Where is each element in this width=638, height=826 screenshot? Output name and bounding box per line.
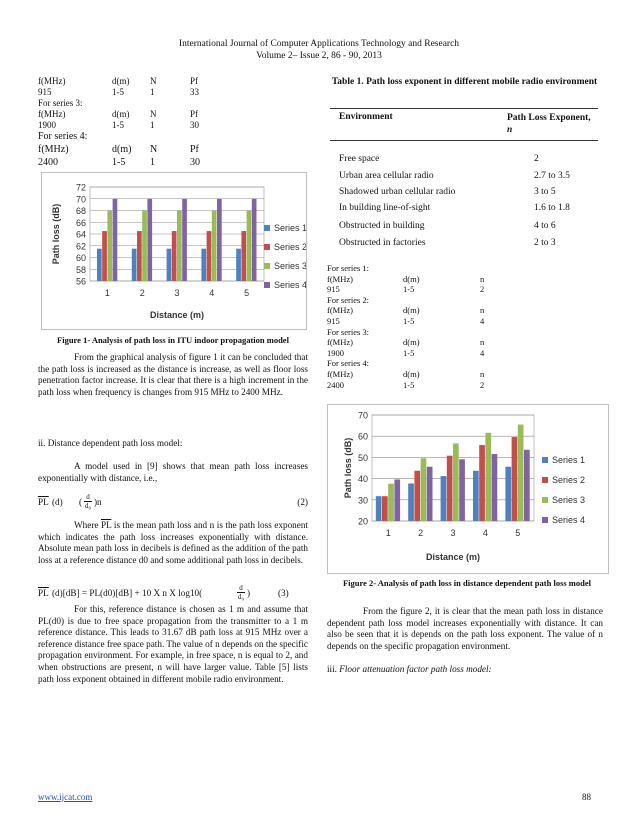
eq2-number: (2) xyxy=(297,497,308,507)
bar xyxy=(147,199,152,281)
x-tick-label: 3 xyxy=(174,288,180,298)
bar xyxy=(252,199,257,281)
param-cell: 1-5 xyxy=(403,379,415,390)
bar xyxy=(512,437,518,521)
bar xyxy=(485,433,491,521)
bar xyxy=(382,496,388,521)
param-cell: 1900 xyxy=(327,347,344,358)
legend-swatch xyxy=(264,263,270,269)
param-cell: 1-5 xyxy=(403,347,415,358)
param-cell: f(MHz) xyxy=(327,273,353,284)
table-top-rule xyxy=(330,108,598,109)
page-number: 88 xyxy=(582,792,591,802)
bar xyxy=(132,249,137,281)
param-cell: 4 xyxy=(480,316,485,326)
param-cell: N xyxy=(150,76,157,86)
legend-label: Series 2 xyxy=(274,242,306,252)
param-cell: d(m) xyxy=(403,305,420,316)
paragraph-where-pl: Where $\overline{PL}$ is the mean path loss and n is the path loss exponent which indicates the path loss increases exponentially with distance. Absolute mean path loss in decibels is defined as the addition of the path loss at a reference distance d0 and some additional path loss in decibels. xyxy=(38,520,308,565)
table-header-rule xyxy=(330,140,598,141)
param-label: For series 3: xyxy=(38,98,83,108)
bar xyxy=(247,211,252,282)
param-cell: N xyxy=(150,144,158,155)
param-label: For series 4: xyxy=(327,358,370,369)
param-cell: 915 xyxy=(38,87,52,97)
param-cell: 1900 xyxy=(38,120,56,130)
bar xyxy=(505,467,511,521)
bar xyxy=(459,459,465,521)
table-cell-exponent: 1.6 to 1.8 xyxy=(534,203,570,213)
paragraph-distance-model: A model used in [9] shows that mean path loss increases exponentially with distance, i.e., xyxy=(38,461,308,483)
bar xyxy=(473,471,479,521)
legend-swatch xyxy=(542,517,548,523)
x-tick-label: 1 xyxy=(385,528,391,538)
bar xyxy=(408,483,414,521)
x-tick-label: 4 xyxy=(482,528,488,538)
bar xyxy=(137,231,142,281)
x-tick-label: 1 xyxy=(104,288,110,298)
legend-swatch xyxy=(542,477,548,483)
paragraph-fig2-analysis: From the figure 2, it is clear that the mean path loss in distance dependent path loss model increases exponentially with distance. It can also be seen that it is depends on the path loss exponent. The value of n depends on the specific propagation environment. xyxy=(327,606,603,651)
eq3-body: (d)[dB] = PL(d0)[dB] + 10 X n X log10( xyxy=(52,588,203,598)
table-cell-environment: In building line-of-sight xyxy=(339,203,431,213)
param-cell: 1-5 xyxy=(112,157,126,168)
bar xyxy=(236,249,241,281)
param-cell: 915 xyxy=(327,316,340,326)
legend-swatch xyxy=(542,497,548,503)
table-cell-exponent: 2 xyxy=(534,154,539,164)
y-tick-label: 62 xyxy=(75,241,86,252)
table-cell-exponent: 2 to 3 xyxy=(534,238,556,248)
table-cell-environment: Free space xyxy=(339,154,380,164)
bar xyxy=(167,249,172,281)
x-axis-label: Distance (m) xyxy=(425,552,481,562)
table-col-environment: Environment xyxy=(339,112,393,122)
legend-label: Series 4 xyxy=(274,280,306,290)
table-cell-exponent: 4 to 6 xyxy=(534,221,556,231)
table-1-title: Table 1. Path loss exponent in different mobile radio environment xyxy=(331,77,598,87)
journal-volume: Volume 2– Issue 2, 86 - 90, 2013 xyxy=(256,51,382,61)
param-label: For series 4: xyxy=(38,131,88,142)
bar xyxy=(388,484,394,521)
legend-label: Series 1 xyxy=(552,455,586,465)
param-cell: n xyxy=(480,273,485,284)
bar xyxy=(97,249,102,281)
table-cell-environment: Urban area cellular radio xyxy=(339,171,434,181)
x-tick-label: 4 xyxy=(209,288,215,298)
param-cell: 1 xyxy=(150,120,155,130)
equation-3 xyxy=(38,584,308,606)
bar xyxy=(394,479,400,521)
param-cell: 2400 xyxy=(38,157,58,168)
param-cell: 33 xyxy=(190,87,199,97)
param-cell: f(MHz) xyxy=(327,369,353,379)
table-cell-environment: Obstructed in factories xyxy=(339,238,426,248)
x-tick-label: 3 xyxy=(450,528,456,538)
eq2-frac-num: d xyxy=(84,493,92,502)
table-cell-exponent: 2.7 to 3.5 xyxy=(534,171,570,181)
legend-label: Series 1 xyxy=(274,223,306,233)
y-tick-label: 60 xyxy=(357,431,368,442)
param-cell: d(m) xyxy=(403,369,420,379)
param-cell: 1-5 xyxy=(112,87,124,97)
eq3-frac-den: d₀ xyxy=(238,593,244,601)
param-cell: f(MHz) xyxy=(327,305,353,316)
bar xyxy=(177,211,182,282)
param-cell: 30 xyxy=(190,157,200,168)
bar xyxy=(241,231,246,281)
param-cell: d(m) xyxy=(403,337,420,348)
legend-label: Series 2 xyxy=(552,475,586,485)
y-axis-label: Path loss (dB) xyxy=(343,437,353,499)
y-tick-label: 70 xyxy=(357,410,368,421)
param-cell: 30 xyxy=(190,120,199,130)
param-cell: n xyxy=(480,337,485,348)
param-cell: 1 xyxy=(150,87,155,97)
param-cell: f(MHz) xyxy=(38,144,69,155)
param-cell: f(MHz) xyxy=(327,337,353,348)
y-tick-label: 64 xyxy=(75,229,86,240)
y-tick-label: 60 xyxy=(75,253,86,263)
bar xyxy=(107,211,112,282)
legend-label: Series 3 xyxy=(552,495,586,505)
eq2-frac-den: d₀ xyxy=(85,502,91,510)
y-tick-label: 50 xyxy=(357,452,368,463)
figure-2-svg xyxy=(328,405,608,573)
eq2-open: ( xyxy=(79,497,83,507)
legend-swatch xyxy=(264,225,270,231)
figure-1-svg xyxy=(42,173,306,329)
eq3-frac-num: d xyxy=(237,584,245,593)
bar xyxy=(421,458,427,521)
figure-2-chart xyxy=(327,404,609,574)
journal-title: International Journal of Computer Applications Technology and Research xyxy=(178,39,460,49)
y-tick-label: 68 xyxy=(75,206,86,216)
y-tick-label: 40 xyxy=(357,474,368,485)
param-cell: 2 xyxy=(480,379,485,390)
bar xyxy=(217,199,222,281)
bar xyxy=(453,443,459,521)
param-label: For series 3: xyxy=(327,326,370,337)
param-cell: f(MHz) xyxy=(38,109,66,119)
x-tick-label: 5 xyxy=(515,528,521,538)
bar xyxy=(172,231,177,281)
bar xyxy=(479,445,485,521)
param-cell: 2400 xyxy=(327,379,344,390)
y-axis-label: Path loss (dB) xyxy=(51,203,61,265)
legend-swatch xyxy=(542,457,548,463)
legend-label: Series 4 xyxy=(552,515,586,525)
eq2-n: )n xyxy=(94,497,102,507)
param-cell: 1-5 xyxy=(403,316,415,326)
eq3-close: ) xyxy=(247,588,251,598)
eq2-pl: $\overline{PL}$ xyxy=(38,497,49,507)
bar xyxy=(447,456,453,521)
bar xyxy=(113,199,118,281)
bar xyxy=(102,231,107,281)
param-cell: Pf xyxy=(190,109,199,119)
bar xyxy=(441,476,447,521)
paragraph-reference-distance: For this, reference distance is chosen as 1 m and assume that PL(d0) is due to free space propagation from the transmitter to a 1 m reference distance. This leads to 31.67 dB path loss at 915 MHz over a reference distance free space path. The value of n depends on the specific propagation environment. For example, in free space, n is equal to 2, and when obstructions are present, n will have larger value. Table [5] lists path loss exponent obtained in different mobile radio environment. xyxy=(38,604,308,684)
section-iii-heading: iii. Floor attenuation factor path loss model: xyxy=(327,664,492,674)
param-cell: d(m) xyxy=(112,76,130,86)
figure-1-caption: Figure 1- Analysis of path loss in ITU indoor propagation model xyxy=(57,335,289,345)
param-cell: d(m) xyxy=(403,273,420,284)
table-cell-exponent: 3 to 5 xyxy=(534,187,556,197)
param-cell: 1 xyxy=(150,157,155,168)
bar xyxy=(427,467,433,521)
y-tick-label: 70 xyxy=(75,194,86,205)
bar xyxy=(492,454,498,521)
footer-url[interactable]: www.ijcat.com xyxy=(38,792,93,802)
eq2-arg: (d) xyxy=(52,497,63,507)
bar xyxy=(376,496,382,521)
legend-swatch xyxy=(264,244,270,250)
param-label: For series 2: xyxy=(327,294,370,305)
table-cell-environment: Shadowed urban cellular radio xyxy=(339,187,456,197)
param-cell: 1-5 xyxy=(112,120,124,130)
param-cell: 2 xyxy=(480,284,485,295)
x-tick-label: 5 xyxy=(244,288,250,298)
y-tick-label: 20 xyxy=(357,516,368,527)
legend-label: Series 3 xyxy=(274,261,306,271)
eq3-number: (3) xyxy=(278,588,289,598)
param-cell: N xyxy=(150,109,157,119)
figure-1-chart xyxy=(41,172,307,330)
y-tick-label: 30 xyxy=(357,495,368,506)
param-cell: n xyxy=(480,369,485,379)
x-axis-label: Distance (m) xyxy=(149,310,205,320)
bar xyxy=(518,425,524,521)
param-cell: Pf xyxy=(190,144,199,155)
figure-2-caption: Figure 2- Analysis of path loss in distance dependent path loss model xyxy=(342,578,592,588)
param-cell: Pf xyxy=(190,76,199,86)
table-cell-environment: Obstructed in building xyxy=(339,221,425,231)
bar xyxy=(524,450,530,521)
y-tick-label: 58 xyxy=(75,264,86,275)
bar xyxy=(201,249,206,281)
section-ii-heading: ii. Distance dependent path loss model: xyxy=(38,438,183,448)
param-cell: 1-5 xyxy=(403,284,415,295)
param-cell: 915 xyxy=(327,284,340,295)
eq3-pl: $\overline{PL}$ xyxy=(38,588,49,598)
table-col-exponent: Path Loss Exponent, n xyxy=(507,113,591,135)
bar xyxy=(414,471,420,521)
y-tick-label: 72 xyxy=(75,182,86,193)
equation-2 xyxy=(38,493,308,515)
param-cell: d(m) xyxy=(112,109,130,119)
param-label: For series 1: xyxy=(327,263,370,273)
bar xyxy=(207,231,212,281)
param-cell: n xyxy=(480,305,485,316)
bar xyxy=(212,211,217,282)
paragraph-fig1-analysis: From the graphical analysis of figure 1 it can be concluded that the path loss is increased as the distance is increase, as well as floor loss penetration factor increase. It is clear that there is a high increment in the path loss when frequency is changes from 915 MHz to 2400 MHz. xyxy=(38,352,308,397)
x-tick-label: 2 xyxy=(139,288,145,298)
bar xyxy=(142,211,147,282)
x-tick-label: 2 xyxy=(418,528,424,538)
legend-swatch xyxy=(264,282,270,288)
y-tick-label: 66 xyxy=(75,217,86,228)
bar xyxy=(182,199,187,281)
param-cell: f(MHz) xyxy=(38,76,66,86)
param-cell: d(m) xyxy=(112,144,132,155)
y-tick-label: 56 xyxy=(75,276,86,287)
param-cell: 4 xyxy=(480,347,485,358)
